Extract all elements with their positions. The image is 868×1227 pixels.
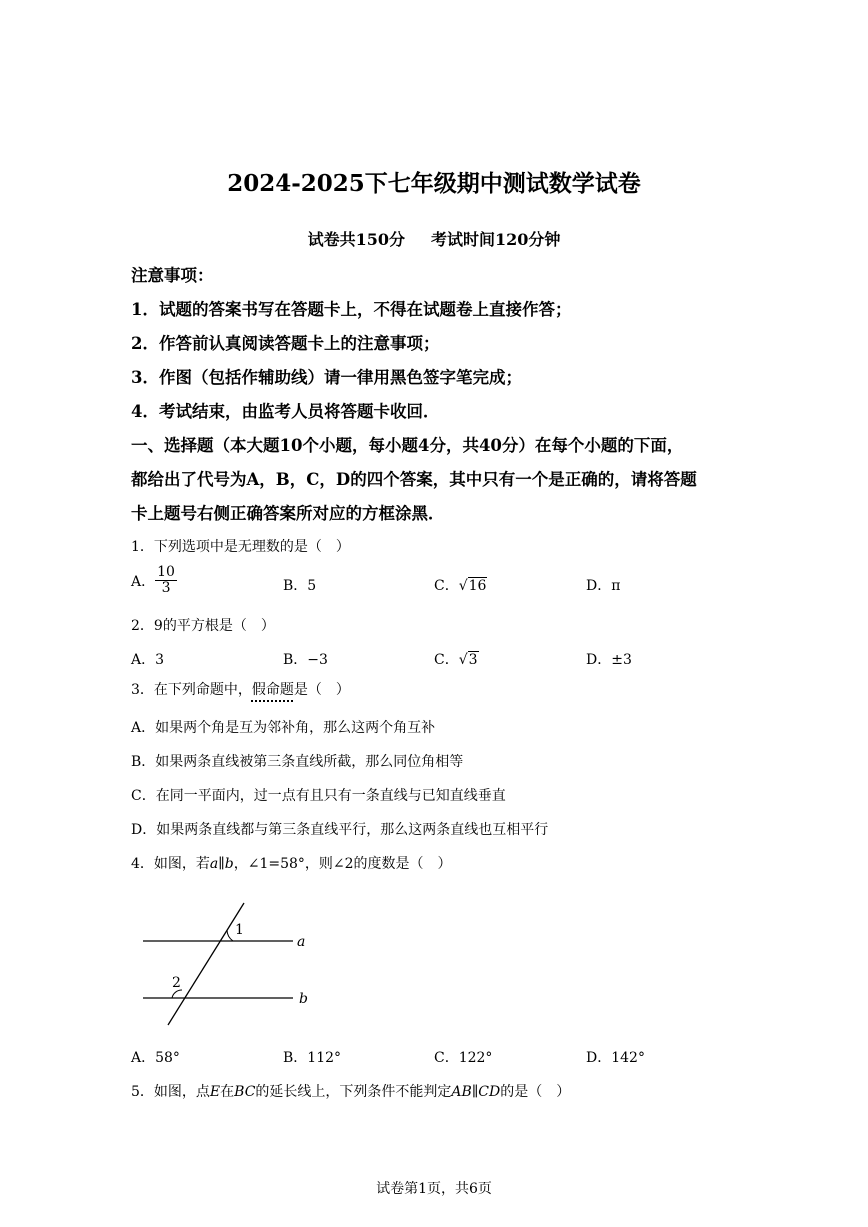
angle-1-label: 1 xyxy=(235,922,244,938)
exam-title: 2024-2025下七年级期中测试数学试卷 xyxy=(227,170,641,197)
q2-option-a: A．3 xyxy=(131,652,165,668)
section-heading: 一、选择题（本大题10个小题，每小题4分，共40分）在每个小题的下面， xyxy=(131,436,684,455)
angle-2-label: 2 xyxy=(172,975,181,991)
line-b-label: b xyxy=(299,991,308,1007)
q1-option-c: C．√16 xyxy=(434,578,487,594)
q4-option-d: D．142° xyxy=(586,1050,645,1066)
question-2-stem: 2．9的平方根是（ ） xyxy=(131,618,275,634)
total-score: 试卷共150分 xyxy=(307,230,405,249)
sqrt-sign: √ xyxy=(458,652,468,668)
notice-heading: 注意事项： xyxy=(131,266,214,285)
notice-item: 4．考试结束，由监考人员将答题卡收回． xyxy=(131,402,440,421)
q1-option-d: D．π xyxy=(586,578,621,594)
q4-option-a: A．58° xyxy=(131,1050,180,1066)
parallel-lines-figure xyxy=(138,898,328,1030)
question-3-stem: 3．在下列命题中，假命题是（ ） xyxy=(131,682,350,698)
q3-option-b: B．如果两条直线被第三条直线所截，那么同位角相等 xyxy=(131,754,464,770)
q2-option-b: B．−3 xyxy=(283,652,328,668)
q1-option-b: B．5 xyxy=(283,578,317,594)
notice-item: 3．作图（包括作辅助线）请一律用黑色签字笔完成； xyxy=(131,368,522,387)
transversal xyxy=(168,903,244,1025)
notice-item: 2．作答前认真阅读答题卡上的注意事项； xyxy=(131,334,440,353)
question-1-stem: 1．下列选项中是无理数的是（ ） xyxy=(131,539,350,555)
question-5-stem: 5．如图，点E在BC的延长线上，下列条件不能判定AB∥CD的是（ ） xyxy=(131,1084,571,1100)
q4-option-c: C．122° xyxy=(434,1050,493,1066)
emphasis-false-proposition: 假命题 xyxy=(251,682,294,698)
angle-2-arc xyxy=(172,990,182,998)
line-a-label: a xyxy=(297,934,306,950)
angle-1-arc xyxy=(227,930,233,941)
section-heading-line: 都给出了代号为A，B，C，D的四个答案，其中只有一个是正确的，请将答题 xyxy=(131,470,697,489)
notice-item: 1．试题的答案书写在答题卡上，不得在试题卷上直接作答； xyxy=(131,300,572,319)
exam-time: 考试时间120分钟 xyxy=(431,230,561,249)
q2-option-c: C．√3 xyxy=(434,652,478,668)
q1-option-a: A． $\frac{10}{3}$ xyxy=(131,564,175,597)
sqrt-sign: √ xyxy=(458,578,468,594)
question-4-stem: 4．如图，若a∥b，∠1=58°，则∠2的度数是（ ） xyxy=(131,856,452,872)
q3-option-c: C．在同一平面内，过一点有且只有一条直线与已知直线垂直 xyxy=(131,788,506,804)
fraction: $\frac{10}{3}$ xyxy=(157,564,175,597)
page-footer: 试卷第1页，共6页 xyxy=(376,1181,492,1197)
section-heading-line: 卡上题号右侧正确答案所对应的方框涂黑． xyxy=(131,504,445,523)
q3-option-a: A．如果两个角是互为邻补角，那么这两个角互补 xyxy=(131,720,436,736)
q3-option-d: D．如果两条直线都与第三条直线平行，那么这两条直线也互相平行 xyxy=(131,822,549,838)
exam-subtitle xyxy=(0,227,868,250)
q4-option-b: B．112° xyxy=(283,1050,342,1066)
q2-option-d: D．±3 xyxy=(586,652,632,668)
